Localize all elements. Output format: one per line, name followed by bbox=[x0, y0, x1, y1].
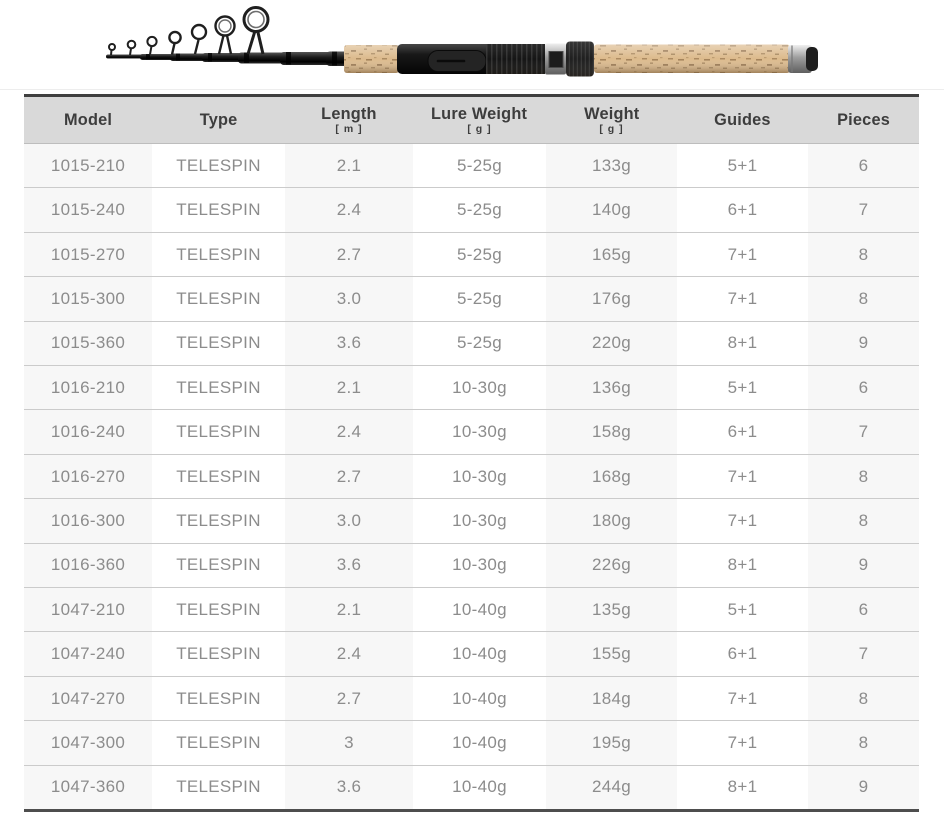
table-cell: 2.1 bbox=[285, 588, 413, 631]
table-cell: TELESPIN bbox=[176, 510, 261, 530]
table-cell: 2.4 bbox=[285, 410, 413, 453]
table-cell: 6 bbox=[808, 144, 919, 187]
table-cell: 10-40g bbox=[452, 732, 507, 752]
table-cell: 3.6 bbox=[285, 322, 413, 365]
table-cell: 7+1 bbox=[727, 688, 758, 708]
table-cell: 136g bbox=[546, 366, 677, 409]
table-body bbox=[24, 144, 919, 809]
table-cell: 9 bbox=[808, 766, 919, 809]
table-cell: 3.6 bbox=[285, 544, 413, 587]
product-photo bbox=[0, 0, 944, 94]
column-header-label: Pieces bbox=[837, 110, 890, 129]
column-header-type bbox=[152, 97, 285, 143]
table-cell: 1016-240 bbox=[24, 410, 152, 453]
table-row bbox=[24, 187, 919, 231]
table-row bbox=[24, 765, 919, 809]
table-cell: 1047-270 bbox=[24, 677, 152, 720]
table-cell: 5+1 bbox=[727, 155, 758, 175]
table-cell: 8+1 bbox=[727, 777, 758, 797]
table-cell: TELESPIN bbox=[176, 732, 261, 752]
column-header-unit: [ g ] bbox=[467, 123, 492, 135]
table-cell: 155g bbox=[546, 632, 677, 675]
column-header-weight bbox=[546, 97, 677, 143]
column-header-label: Weight bbox=[583, 104, 640, 123]
table-cell: 10-30g bbox=[452, 466, 507, 486]
table-cell: 158g bbox=[546, 410, 677, 453]
table-cell: 7+1 bbox=[727, 732, 758, 752]
table-cell: TELESPIN bbox=[176, 155, 261, 175]
table-cell: 1015-240 bbox=[24, 188, 152, 231]
table-cell: 1015-360 bbox=[24, 322, 152, 365]
table-cell: 7+1 bbox=[727, 288, 758, 308]
table-cell: 5-25g bbox=[457, 200, 502, 220]
table-cell: 140g bbox=[546, 188, 677, 231]
table-cell: 8 bbox=[808, 277, 919, 320]
table-cell: 2.7 bbox=[285, 455, 413, 498]
table-cell: 5-25g bbox=[457, 244, 502, 264]
table-row bbox=[24, 676, 919, 720]
column-header-length bbox=[285, 97, 413, 143]
column-header-unit: [ g ] bbox=[599, 123, 624, 135]
table-cell: 9 bbox=[808, 322, 919, 365]
butt-cap bbox=[788, 45, 818, 73]
table-cell: 10-30g bbox=[452, 422, 507, 442]
table-cell: 2.4 bbox=[285, 188, 413, 231]
table-cell: TELESPIN bbox=[176, 244, 261, 264]
table-header-row bbox=[24, 97, 919, 144]
table-cell: 7+1 bbox=[727, 244, 758, 264]
table-row bbox=[24, 543, 919, 587]
table-cell: 8+1 bbox=[727, 555, 758, 575]
table-cell: 1016-270 bbox=[24, 455, 152, 498]
table-cell: 1016-300 bbox=[24, 499, 152, 542]
table-cell: 10-30g bbox=[452, 555, 507, 575]
cork-handle bbox=[594, 45, 790, 74]
table-cell: 3 bbox=[285, 721, 413, 764]
column-header-label: Lure Weight bbox=[431, 104, 528, 123]
spec-table bbox=[24, 94, 919, 812]
column-header-lure-weight bbox=[413, 97, 546, 143]
table-row bbox=[24, 720, 919, 764]
table-cell: TELESPIN bbox=[176, 288, 261, 308]
reel-seat bbox=[397, 44, 545, 74]
table-cell: 135g bbox=[546, 588, 677, 631]
table-cell: 6 bbox=[808, 588, 919, 631]
column-header-model bbox=[24, 97, 152, 143]
table-row bbox=[24, 276, 919, 320]
table-cell: 2.1 bbox=[285, 144, 413, 187]
column-header-label: Length bbox=[321, 104, 377, 123]
column-header-pieces bbox=[808, 97, 919, 143]
table-cell: 7 bbox=[808, 410, 919, 453]
table-cell: 10-40g bbox=[452, 777, 507, 797]
table-cell: 6+1 bbox=[727, 200, 758, 220]
fishing-rod-image bbox=[0, 0, 944, 94]
table-cell: 1016-360 bbox=[24, 544, 152, 587]
table-cell: 184g bbox=[546, 677, 677, 720]
table-cell: TELESPIN bbox=[176, 377, 261, 397]
table-cell: 1047-240 bbox=[24, 632, 152, 675]
table-cell: 8 bbox=[808, 455, 919, 498]
table-cell: 9 bbox=[808, 544, 919, 587]
table-cell: 7 bbox=[808, 632, 919, 675]
column-header-guides bbox=[677, 97, 808, 143]
table-cell: 10-30g bbox=[452, 377, 507, 397]
table-cell: 2.7 bbox=[285, 677, 413, 720]
table-cell: TELESPIN bbox=[176, 200, 261, 220]
table-cell: 8 bbox=[808, 499, 919, 542]
table-cell: 3.6 bbox=[285, 766, 413, 809]
table-cell: 8 bbox=[808, 721, 919, 764]
table-cell: 6 bbox=[808, 366, 919, 409]
table-cell: 8+1 bbox=[727, 333, 758, 353]
table-cell: 2.7 bbox=[285, 233, 413, 276]
table-cell: 2.1 bbox=[285, 366, 413, 409]
table-cell: 7 bbox=[808, 188, 919, 231]
table-cell: 10-40g bbox=[452, 599, 507, 619]
table-row bbox=[24, 409, 919, 453]
table-cell: 195g bbox=[546, 721, 677, 764]
table-cell: TELESPIN bbox=[176, 333, 261, 353]
table-row bbox=[24, 498, 919, 542]
table-cell: TELESPIN bbox=[176, 599, 261, 619]
table-cell: TELESPIN bbox=[176, 644, 261, 664]
table-cell: 3.0 bbox=[285, 499, 413, 542]
locking-nut bbox=[545, 42, 594, 77]
table-cell: 5-25g bbox=[457, 333, 502, 353]
table-cell: 6+1 bbox=[727, 644, 758, 664]
table-cell: 5+1 bbox=[727, 599, 758, 619]
table-cell: 165g bbox=[546, 233, 677, 276]
table-cell: 10-40g bbox=[452, 644, 507, 664]
column-header-label: Model bbox=[63, 110, 113, 129]
column-header-label: Type bbox=[199, 110, 238, 129]
cork-foregrip bbox=[344, 45, 399, 73]
table-cell: 1047-300 bbox=[24, 721, 152, 764]
photo-divider bbox=[0, 89, 944, 90]
table-cell: 7+1 bbox=[727, 510, 758, 530]
table-cell: 1015-210 bbox=[24, 144, 152, 187]
table-row bbox=[24, 587, 919, 631]
table-cell: 1047-210 bbox=[24, 588, 152, 631]
table-cell: 176g bbox=[546, 277, 677, 320]
table-cell: 1016-210 bbox=[24, 366, 152, 409]
table-row bbox=[24, 144, 919, 187]
table-cell: 244g bbox=[546, 766, 677, 809]
table-cell: 168g bbox=[546, 455, 677, 498]
table-row bbox=[24, 232, 919, 276]
column-header-label: Guides bbox=[714, 110, 771, 129]
table-cell: TELESPIN bbox=[176, 422, 261, 442]
table-cell: 5-25g bbox=[457, 155, 502, 175]
table-cell: 8 bbox=[808, 233, 919, 276]
table-cell: 3.0 bbox=[285, 277, 413, 320]
table-cell: TELESPIN bbox=[176, 777, 261, 797]
table-cell: TELESPIN bbox=[176, 555, 261, 575]
table-cell: 10-40g bbox=[452, 688, 507, 708]
table-cell: TELESPIN bbox=[176, 466, 261, 486]
table-cell: 220g bbox=[546, 322, 677, 365]
table-cell: 1015-270 bbox=[24, 233, 152, 276]
table-cell: 5-25g bbox=[457, 288, 502, 308]
table-cell: TELESPIN bbox=[176, 688, 261, 708]
column-header-unit: [ m ] bbox=[335, 123, 363, 135]
rod-guides bbox=[109, 8, 268, 56]
table-cell: 2.4 bbox=[285, 632, 413, 675]
table-cell: 7+1 bbox=[727, 466, 758, 486]
table-cell: 10-30g bbox=[452, 510, 507, 530]
table-cell: 1047-360 bbox=[24, 766, 152, 809]
table-cell: 1015-300 bbox=[24, 277, 152, 320]
table-row bbox=[24, 365, 919, 409]
table-row bbox=[24, 631, 919, 675]
table-row bbox=[24, 454, 919, 498]
table-cell: 226g bbox=[546, 544, 677, 587]
table-cell: 180g bbox=[546, 499, 677, 542]
table-row bbox=[24, 321, 919, 365]
table-cell: 133g bbox=[546, 144, 677, 187]
table-cell: 5+1 bbox=[727, 377, 758, 397]
table-cell: 8 bbox=[808, 677, 919, 720]
table-cell: 6+1 bbox=[727, 422, 758, 442]
